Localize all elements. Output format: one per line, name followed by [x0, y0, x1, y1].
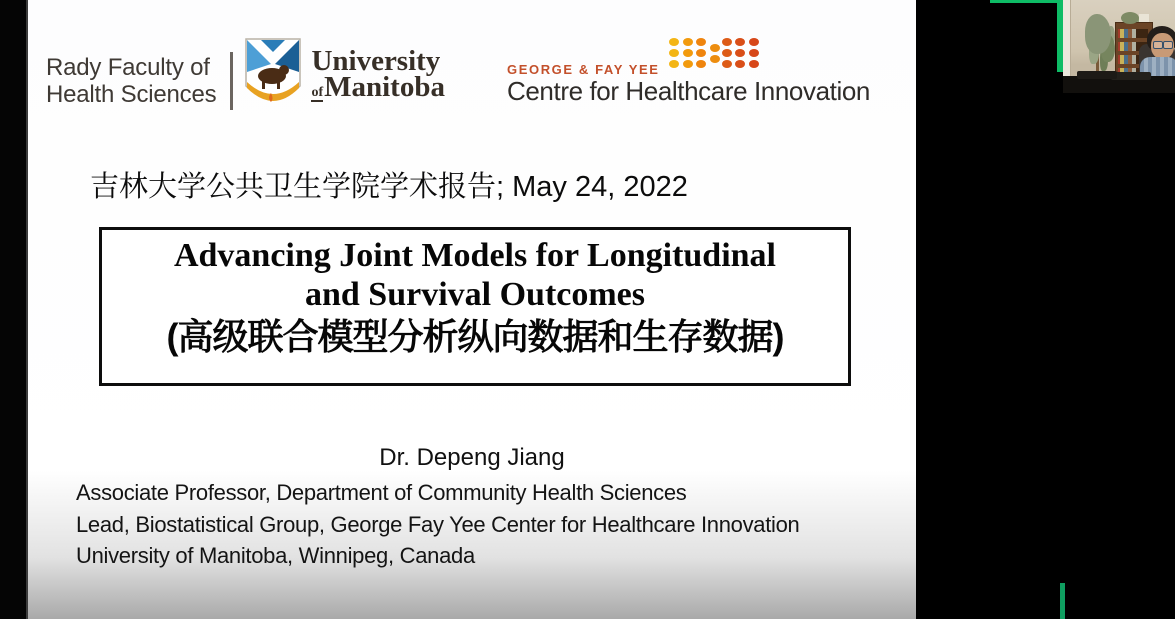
speaker-name: Dr. Depeng Jiang — [379, 444, 565, 471]
university-of-manitoba-logo — [46, 45, 445, 112]
glasses-icon — [1153, 41, 1173, 47]
chi-dot — [696, 38, 706, 46]
rady-faculty-label: Rady Faculty of Health Sciences — [46, 54, 217, 108]
event-title-line: 吉林大学公共卫生学院学术报告; May 24, 2022 — [90, 171, 688, 203]
affiliation-line: Associate Professor, Department of Community Health Sciences — [76, 480, 687, 505]
chi-dot — [722, 49, 732, 57]
affiliation-line: Lead, Biostatistical Group, George Fay Yee Center for Healthcare Innovation — [76, 511, 800, 537]
chi-dot — [696, 49, 706, 57]
um-wordmark: University ofManitoba — [311, 45, 445, 103]
chi-dot — [749, 49, 759, 57]
shelf-plant — [1121, 12, 1139, 24]
talk-title-box — [99, 227, 851, 386]
chi-name-label: Centre for Healthcare Innovation — [507, 76, 870, 106]
chi-dot — [722, 60, 732, 68]
presenter-video-tile[interactable] — [1063, 0, 1175, 93]
um-shield-icon — [245, 38, 301, 112]
chi-dot — [735, 38, 745, 46]
chi-dots-icon — [669, 38, 779, 70]
chi-dot — [696, 60, 706, 68]
chi-dot — [669, 49, 679, 57]
chi-dot — [669, 38, 679, 46]
chi-dot — [749, 60, 759, 68]
shared-slide — [28, 0, 916, 619]
letterbox-left — [0, 0, 28, 619]
share-border-top — [990, 0, 1063, 3]
talk-title-en-line2: and Survival Outcomes — [304, 276, 646, 313]
chi-dot — [710, 55, 720, 63]
affiliation-line: University of Manitoba, Winnipeg, Canada — [76, 543, 475, 568]
chi-dot — [735, 49, 745, 57]
talk-title-en-line1: Advancing Joint Models for Longitudinal — [173, 237, 777, 274]
chi-dot — [722, 38, 732, 46]
speaker-affiliations — [76, 477, 800, 572]
chi-eyebrow-label: GEORGE & FAY YEE — [507, 62, 660, 77]
logo-divider — [230, 52, 233, 110]
chi-dot — [749, 38, 759, 46]
chi-dot — [683, 38, 693, 46]
chi-dot — [683, 49, 693, 57]
desk-items — [1077, 71, 1117, 79]
chi-dot — [683, 60, 693, 68]
chi-dot — [669, 60, 679, 68]
chi-dot — [735, 60, 745, 68]
chi-dot — [710, 44, 720, 52]
shelf-box — [1139, 14, 1149, 22]
share-border-right-bottom — [1060, 583, 1065, 619]
plant-icon — [1085, 14, 1111, 54]
talk-title-cn: (高级联合模型分析纵向数据和生存数据) — [166, 316, 784, 357]
